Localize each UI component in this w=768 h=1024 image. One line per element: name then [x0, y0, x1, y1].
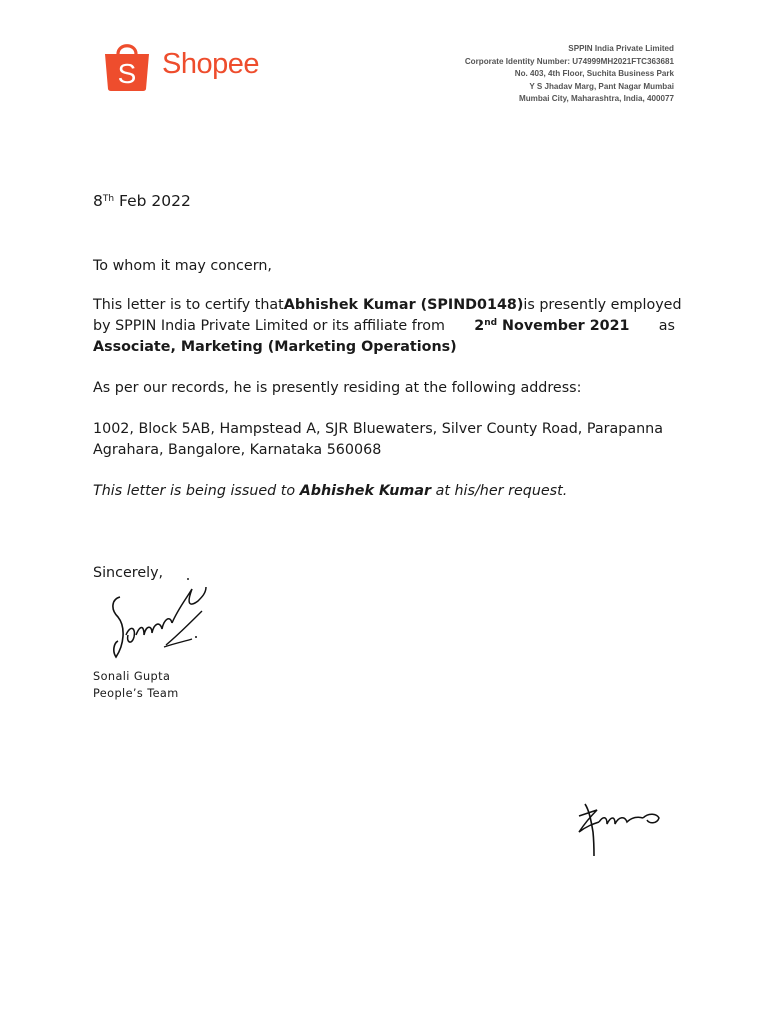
- shopping-bag-icon: [102, 40, 152, 92]
- second-signature: [575, 798, 665, 860]
- company-address-line-2: Y S Jhadav Marg, Pant Nagar Mumbai: [529, 81, 674, 91]
- employee-name: Abhishek Kumar: [299, 483, 432, 499]
- company-address-line-1: No. 403, 4th Floor, Suchita Business Park: [514, 69, 674, 78]
- start-date: 2nd November 2021: [474, 318, 630, 334]
- residential-address: 1002, Block 5AB, Hampstead A, SJR Bluewaters, Silver County Road, Parapanna Agrahara, Bangalore, Karnataka 560068: [93, 421, 663, 458]
- employee-name-id: Abhishek Kumar (SPIND0148): [283, 297, 524, 313]
- signer-team: People’s Team: [93, 687, 179, 700]
- letter-date: 8Th Feb 2022: [93, 192, 191, 210]
- stray-mark: [187, 578, 189, 580]
- issue-statement: This letter is being issued to Abhishek Kumar at his/her request.: [93, 483, 568, 499]
- company-cin: Corporate Identity Number: U74999MH2021FTC363681: [464, 56, 674, 66]
- greeting: To whom it may concern,: [93, 258, 272, 274]
- signer-name: Sonali Gupta: [93, 670, 171, 683]
- certification-paragraph: This letter is to certify that Abhishek Kumar (SPIND0148) is presently employed by SPPIN India Private Limited or its affiliate from 2nd November 2021 as Associate, Marketing (Marketing Operations): [93, 297, 682, 355]
- signature-sonali: [106, 585, 216, 667]
- shopee-logo: [102, 40, 272, 96]
- designation: Associate, Marketing (Marketing Operations): [93, 339, 457, 355]
- company-address-line-3: Mumbai City, Maharashtra, India, 400077: [518, 94, 674, 103]
- company-header: [465, 43, 674, 106]
- brand-name: Shopee: [162, 48, 259, 80]
- svg-text:S: S: [117, 58, 137, 89]
- signer-block: [93, 668, 179, 702]
- company-name: SPPIN India Private Limited: [568, 44, 674, 53]
- closing: Sincerely,: [93, 565, 164, 581]
- address-intro: As per our records, he is presently residing at the following address:: [93, 380, 582, 396]
